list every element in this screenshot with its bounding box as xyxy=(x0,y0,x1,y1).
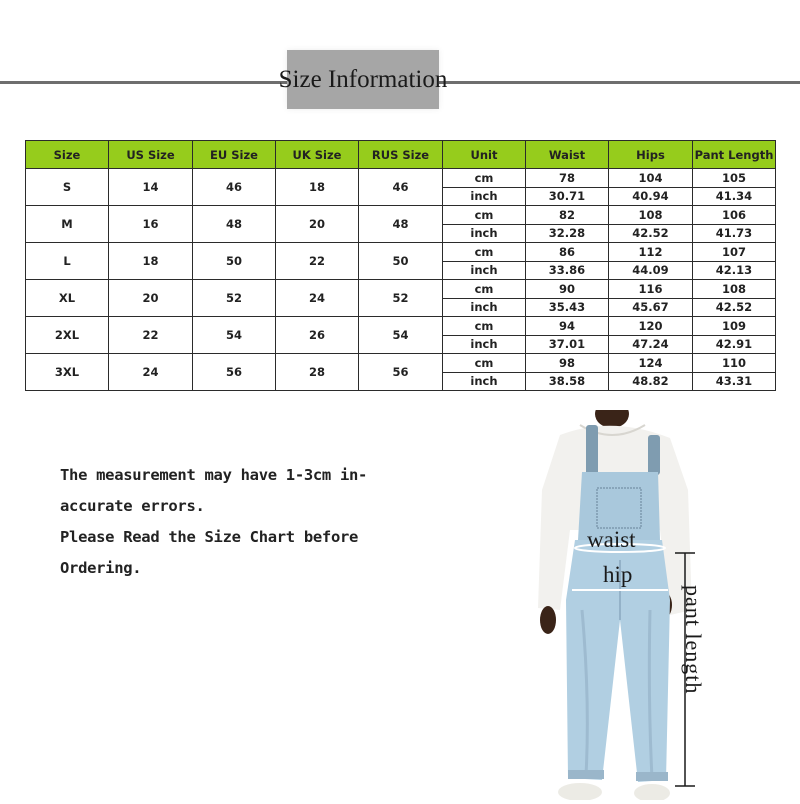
pant-length-label: pant length xyxy=(681,585,706,695)
pant-length-cell: 109 xyxy=(693,317,776,336)
hips-cell: 40.94 xyxy=(609,187,693,206)
uk-size-cell: 24 xyxy=(276,280,359,317)
waist-cell: 82 xyxy=(526,206,609,225)
waist-cell: 38.58 xyxy=(526,372,609,391)
size-chart-table xyxy=(25,140,776,391)
pant-length-cell: 41.34 xyxy=(693,187,776,206)
table-row xyxy=(26,169,776,188)
waist-cell: 35.43 xyxy=(526,298,609,317)
size-cell: L xyxy=(26,243,109,280)
header-waist: Waist xyxy=(526,141,609,169)
unit-cell: cm xyxy=(443,169,526,188)
pant-length-cell: 41.73 xyxy=(693,224,776,243)
eu-size-cell: 56 xyxy=(193,354,276,391)
pant-length-cell: 42.52 xyxy=(693,298,776,317)
table-row xyxy=(26,280,776,299)
uk-size-cell: 22 xyxy=(276,243,359,280)
us-size-cell: 24 xyxy=(109,354,193,391)
size-cell: 3XL xyxy=(26,354,109,391)
size-cell: M xyxy=(26,206,109,243)
hips-cell: 44.09 xyxy=(609,261,693,280)
hips-cell: 104 xyxy=(609,169,693,188)
pant-length-cell: 43.31 xyxy=(693,372,776,391)
waist-cell: 32.28 xyxy=(526,224,609,243)
unit-cell: inch xyxy=(443,335,526,354)
unit-cell: cm xyxy=(443,280,526,299)
hips-cell: 120 xyxy=(609,317,693,336)
us-size-cell: 18 xyxy=(109,243,193,280)
rus-size-cell: 48 xyxy=(359,206,443,243)
page-title: Size Information xyxy=(287,50,439,109)
unit-cell: cm xyxy=(443,206,526,225)
size-cell: XL xyxy=(26,280,109,317)
table-row xyxy=(26,206,776,225)
rus-size-cell: 56 xyxy=(359,354,443,391)
waist-cell: 98 xyxy=(526,354,609,373)
measurement-note xyxy=(60,460,367,584)
pant-length-cell: 42.91 xyxy=(693,335,776,354)
note-line: The measurement may have 1-3cm in- xyxy=(60,466,368,484)
header-eu-size: EU Size xyxy=(193,141,276,169)
rus-size-cell: 50 xyxy=(359,243,443,280)
eu-size-cell: 46 xyxy=(193,169,276,206)
unit-cell: inch xyxy=(443,298,526,317)
hips-cell: 48.82 xyxy=(609,372,693,391)
eu-size-cell: 48 xyxy=(193,206,276,243)
unit-cell: cm xyxy=(443,243,526,262)
pant-length-cell: 108 xyxy=(693,280,776,299)
unit-cell: cm xyxy=(443,317,526,336)
unit-cell: inch xyxy=(443,261,526,280)
hips-cell: 42.52 xyxy=(609,224,693,243)
uk-size-cell: 26 xyxy=(276,317,359,354)
pant-length-cell: 107 xyxy=(693,243,776,262)
eu-size-cell: 54 xyxy=(193,317,276,354)
note-line: Ordering. xyxy=(60,559,142,577)
pant-length-cell: 106 xyxy=(693,206,776,225)
eu-size-cell: 50 xyxy=(193,243,276,280)
us-size-cell: 22 xyxy=(109,317,193,354)
header-us-size: US Size xyxy=(109,141,193,169)
rus-size-cell: 54 xyxy=(359,317,443,354)
table-header-row xyxy=(26,141,776,169)
table-row xyxy=(26,317,776,336)
unit-cell: inch xyxy=(443,224,526,243)
table-row xyxy=(26,243,776,262)
hips-cell: 108 xyxy=(609,206,693,225)
waist-label: waist xyxy=(587,527,636,552)
unit-cell: cm xyxy=(443,354,526,373)
us-size-cell: 20 xyxy=(109,280,193,317)
hips-cell: 112 xyxy=(609,243,693,262)
hips-cell: 45.67 xyxy=(609,298,693,317)
waist-cell: 30.71 xyxy=(526,187,609,206)
header-size: Size xyxy=(26,141,109,169)
header-uk-size: UK Size xyxy=(276,141,359,169)
uk-size-cell: 20 xyxy=(276,206,359,243)
model-figure xyxy=(520,410,720,800)
pant-length-cell: 42.13 xyxy=(693,261,776,280)
hips-cell: 116 xyxy=(609,280,693,299)
waist-cell: 94 xyxy=(526,317,609,336)
pant-length-cell: 110 xyxy=(693,354,776,373)
us-size-cell: 16 xyxy=(109,206,193,243)
waist-cell: 33.86 xyxy=(526,261,609,280)
header-hips: Hips xyxy=(609,141,693,169)
size-cell: 2XL xyxy=(26,317,109,354)
rus-size-cell: 52 xyxy=(359,280,443,317)
hips-cell: 47.24 xyxy=(609,335,693,354)
pant-length-cell: 105 xyxy=(693,169,776,188)
waist-cell: 90 xyxy=(526,280,609,299)
waist-cell: 86 xyxy=(526,243,609,262)
uk-size-cell: 18 xyxy=(276,169,359,206)
waist-cell: 37.01 xyxy=(526,335,609,354)
us-size-cell: 14 xyxy=(109,169,193,206)
unit-cell: inch xyxy=(443,187,526,206)
header-pant-length: Pant Length xyxy=(693,141,776,169)
uk-size-cell: 28 xyxy=(276,354,359,391)
hip-label: hip xyxy=(603,562,633,587)
eu-size-cell: 52 xyxy=(193,280,276,317)
size-cell: S xyxy=(26,169,109,206)
rus-size-cell: 46 xyxy=(359,169,443,206)
table-row xyxy=(26,354,776,373)
note-line: Please Read the Size Chart before xyxy=(60,528,359,546)
header-rus-size: RUS Size xyxy=(359,141,443,169)
hips-cell: 124 xyxy=(609,354,693,373)
note-line: accurate errors. xyxy=(60,497,205,515)
header-unit: Unit xyxy=(443,141,526,169)
unit-cell: inch xyxy=(443,372,526,391)
waist-cell: 78 xyxy=(526,169,609,188)
